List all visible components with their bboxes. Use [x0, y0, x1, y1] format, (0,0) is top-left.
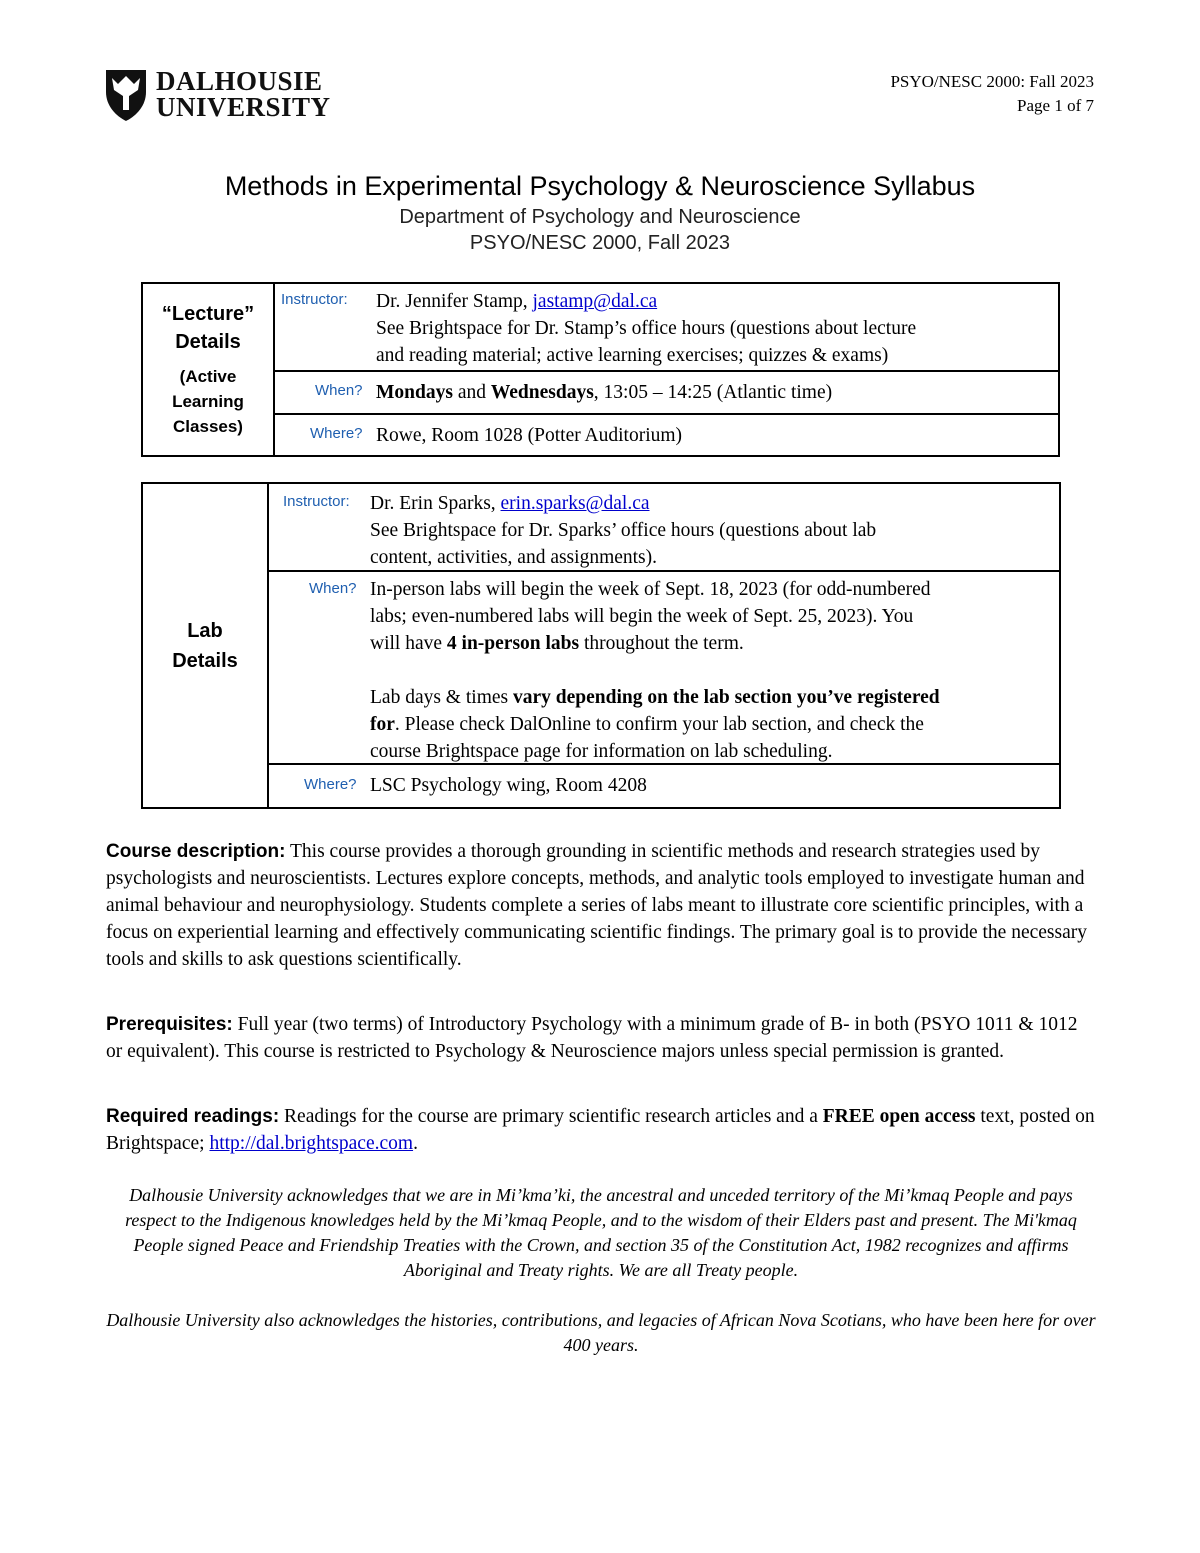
- course-description-label: Course description:: [106, 841, 286, 862]
- readings-text-2: text, posted on Brightspace;: [106, 1106, 1095, 1154]
- lab-when-line-5b: . Please check DalOnline to confirm your lab section, and check the: [394, 714, 924, 735]
- lab-where-value: LSC Psychology wing, Room 4208: [370, 775, 647, 796]
- lab-heading: Lab: [187, 619, 223, 642]
- readings-bold: FREE open access: [822, 1106, 976, 1127]
- lecture-when-row: [275, 370, 1058, 413]
- lab-when-line-3a: will have: [370, 633, 447, 654]
- course-description: [106, 838, 1096, 973]
- lab-when-line-4b: vary depending on the lab section you’ve registered: [512, 687, 940, 708]
- lab-when-line-5a: for: [370, 714, 395, 735]
- instructor-name: Dr. Erin Sparks,: [370, 493, 501, 514]
- office-hours-line-1: See Brightspace for Dr. Stamp’s office hours (questions about lecture: [376, 318, 917, 339]
- prerequisites-label: Prerequisites:: [106, 1014, 233, 1035]
- lecture-details-table: [141, 282, 1060, 457]
- instructor-label: Instructor:: [283, 493, 350, 510]
- readings-end: .: [413, 1133, 418, 1154]
- instructor-label: Instructor:: [281, 291, 348, 308]
- lecture-where-value: Rowe, Room 1028 (Potter Auditorium): [376, 425, 683, 446]
- lab-when-line-2: labs; even-numbered labs will begin the week of Sept. 25, 2023). You: [370, 606, 914, 627]
- lecture-heading-cell: [143, 284, 275, 455]
- prerequisites: [106, 1011, 1096, 1065]
- department: Department of Psychology and Neuroscience: [399, 206, 801, 228]
- office-hours-line-1: See Brightspace for Dr. Sparks’ office hours (questions about lab: [370, 520, 877, 541]
- page-title: Methods in Experimental Psychology & Neuroscience Syllabus: [224, 171, 976, 201]
- lecture-sub-1: (Active: [179, 367, 237, 386]
- brightspace-link[interactable]: http://dal.brightspace.com: [209, 1133, 414, 1154]
- course-term: PSYO/NESC 2000, Fall 2023: [469, 232, 731, 254]
- instructor-email-link[interactable]: jastamp@dal.ca: [532, 291, 658, 312]
- when-label: When?: [309, 580, 357, 597]
- logo-line-1: DALHOUSIE: [156, 66, 323, 96]
- lab-when-row: [269, 570, 1059, 763]
- office-hours-line-2: content, activities, and assignments).: [370, 547, 658, 568]
- where-label: Where?: [310, 425, 363, 442]
- land-acknowledgement: Dalhousie University acknowledges that we are in Mi’kma’ki, the ancestral and unceded territory of the Mi’kmaq People and pays respect to the Indigenous knowledges held by the Mi’kmaq People, and to the wisdom of their Elders past and present. The Mi'kmaq People signed Peace and Friendship Treaties with the Crown, and section 35 of the Constitution Act, 1982 recognizes and affirms Aboriginal and Treaty rights. We are all Treaty people.: [125, 1185, 1077, 1280]
- shield-icon: [104, 68, 148, 122]
- lecture-when-value: [376, 379, 1056, 406]
- when-and: and: [452, 382, 491, 403]
- lab-when-line-3c: throughout the term.: [579, 633, 744, 654]
- where-label: Where?: [304, 776, 357, 793]
- lecture-sub-2: Learning: [172, 392, 244, 411]
- title-block: [0, 168, 1200, 256]
- lecture-heading-details: Details: [175, 331, 241, 353]
- lab-count: 4 in-person labs: [446, 633, 580, 654]
- lecture-sub-3: Classes): [173, 417, 243, 436]
- lecture-heading: “Lecture”: [161, 303, 255, 325]
- university-logo: [104, 68, 344, 122]
- page-header: [890, 70, 1094, 118]
- lab-instructor-value: [370, 490, 1060, 571]
- instructor-email-link[interactable]: erin.sparks@dal.ca: [500, 493, 650, 514]
- lab-when-line-4a: Lab days & times: [370, 687, 513, 708]
- when-label: When?: [315, 382, 363, 399]
- african-nova-scotian-acknowledgement: Dalhousie University also acknowledges the histories, contributions, and legacies of African Nova Scotians, who have been here for over 400 years.: [106, 1310, 1096, 1355]
- required-readings-label: Required readings:: [106, 1106, 280, 1127]
- lecture-instructor-row: [275, 284, 1058, 370]
- lecture-where-row: [275, 413, 1058, 455]
- course-code: PSYO/NESC 2000: Fall 2023: [890, 72, 1094, 91]
- instructor-name: Dr. Jennifer Stamp,: [376, 291, 533, 312]
- lab-where-row: [269, 763, 1059, 807]
- lab-details-table: [141, 482, 1061, 809]
- logo-line-2: UNIVERSITY: [156, 92, 331, 122]
- lab-when-line-6: course Brightspace page for information on lab scheduling.: [370, 741, 833, 762]
- page-number: Page 1 of 7: [1017, 96, 1094, 115]
- lab-when-line-1: In-person labs will begin the week of Sept. 18, 2023 (for odd-numbered: [370, 579, 931, 600]
- required-readings: [106, 1103, 1096, 1157]
- lab-heading-cell: [143, 484, 269, 807]
- when-day-1: Mondays: [376, 382, 453, 403]
- when-time: , 13:05 – 14:25 (Atlantic time): [593, 382, 833, 403]
- when-day-2: Wednesdays: [490, 382, 594, 403]
- lecture-instructor-value: [376, 288, 1056, 369]
- lab-when-value: [370, 576, 1062, 765]
- course-description-text: This course provides a thorough grounding in scientific methods and research strategies used by psychologists and neuroscientists. Lectures explore concepts, methods, and analytic tools employed to investigate human and animal behaviour and neurophysiology. Students complete a series of labs meant to illustrate core scientific principles, with a focus on experiential learning and effectively communicating scientific findings. The primary goal is to provide the necessary tools and skills to ask questions scientifically.: [106, 841, 1088, 970]
- lab-instructor-row: [269, 484, 1059, 570]
- office-hours-line-2: and reading material; active learning exercises; quizzes & exams): [376, 345, 889, 366]
- lab-heading-details: Details: [172, 649, 238, 672]
- readings-text-1: Readings for the course are primary scientific research articles and a: [279, 1106, 823, 1127]
- prerequisites-text: Full year (two terms) of Introductory Psychology with a minimum grade of B- in both (PSYO 1011 & 1012 or equivalent). This course is restricted to Psychology & Neuroscience majors unless special permission is granted.: [106, 1014, 1078, 1062]
